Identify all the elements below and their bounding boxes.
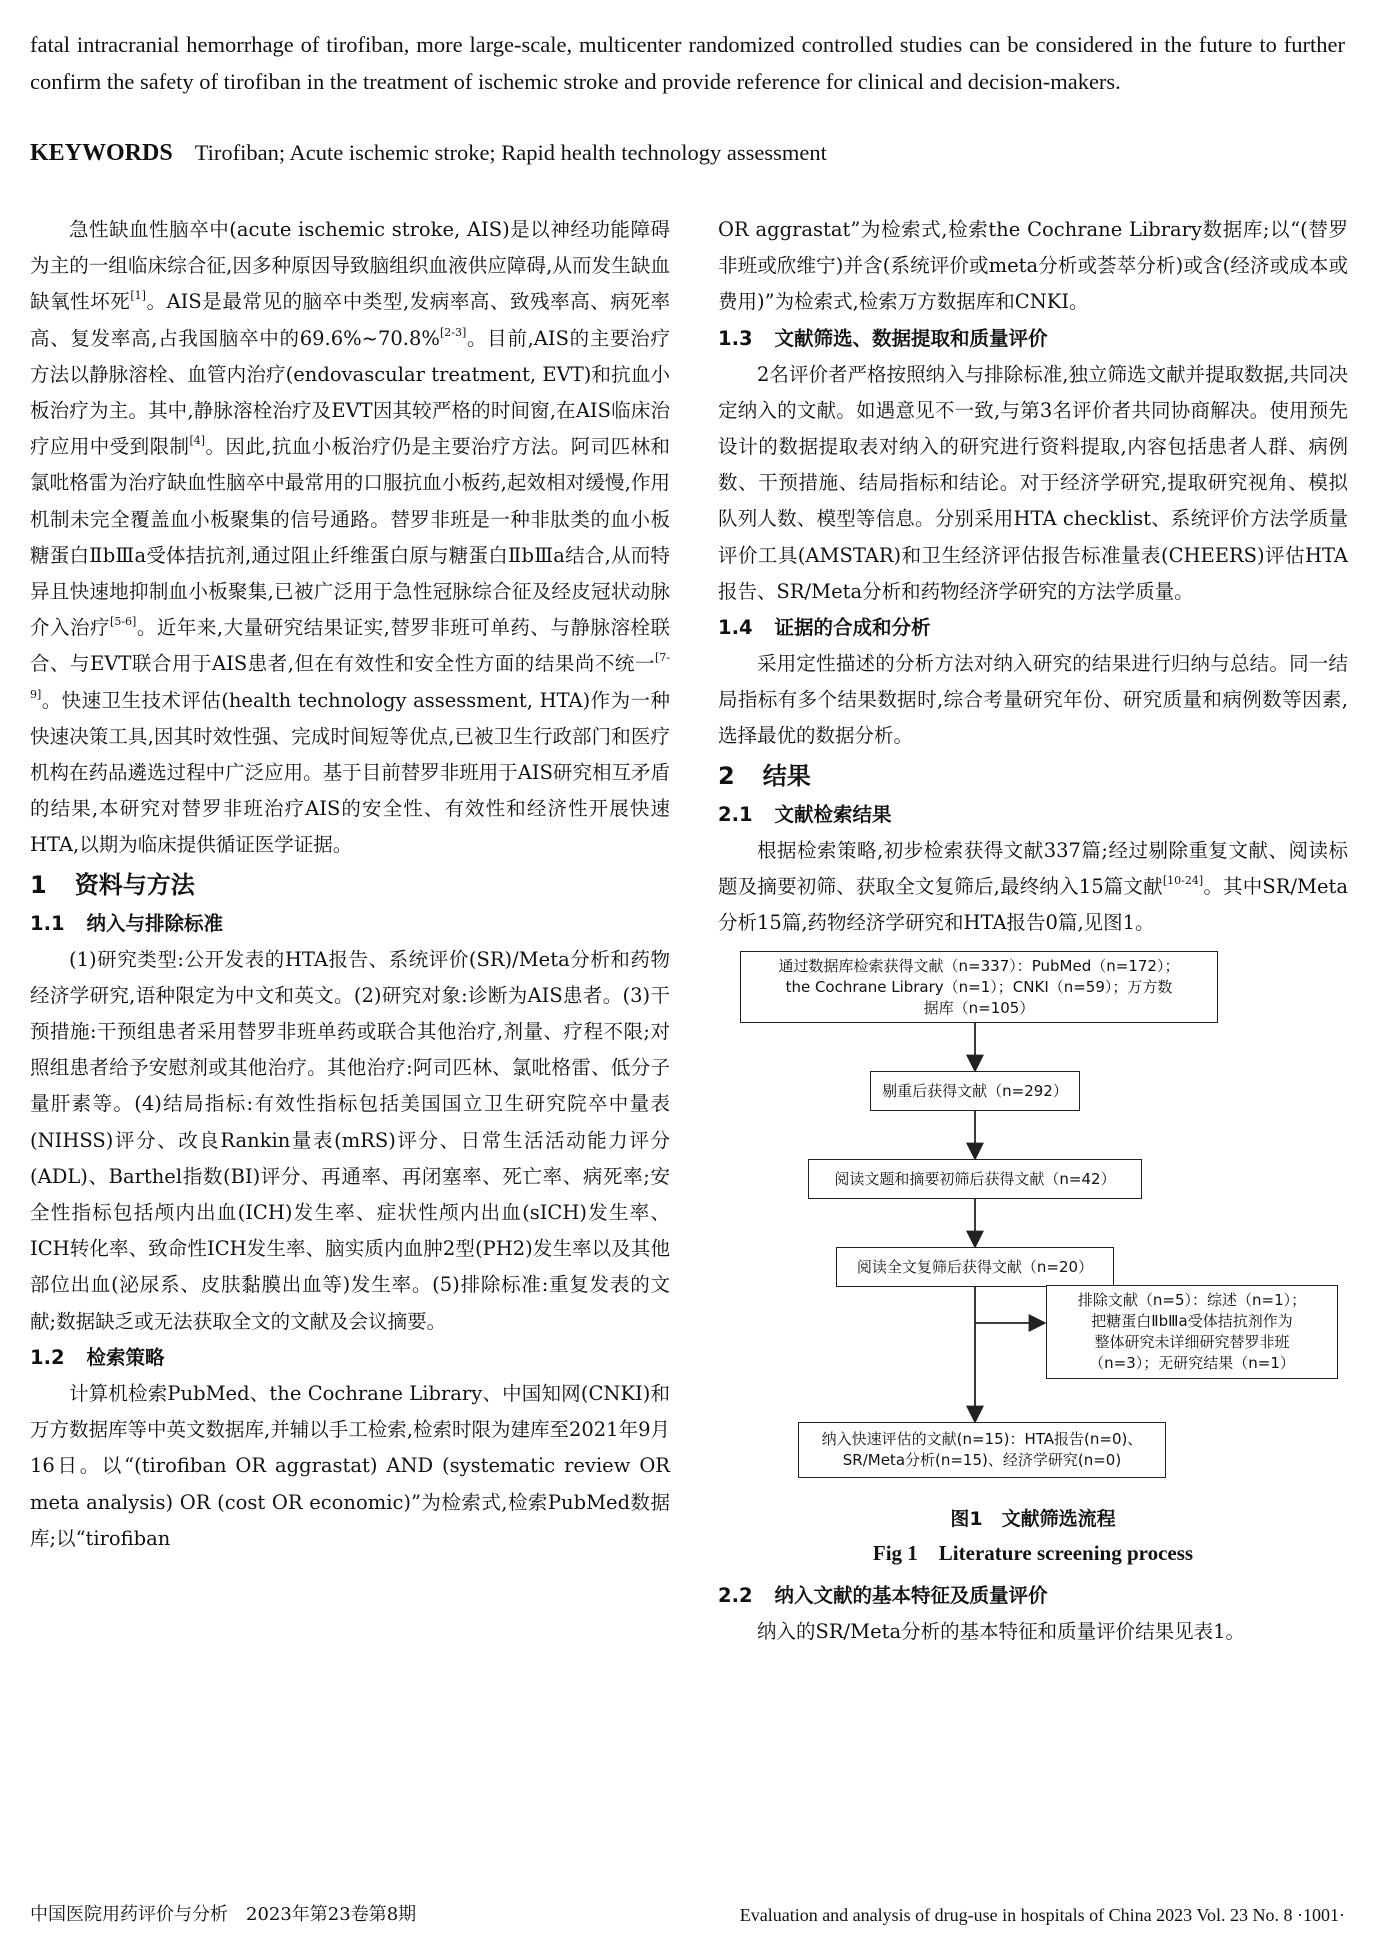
section-heading-2: 2 结果: [718, 761, 811, 790]
section-heading-2-1: 2.1 文献检索结果: [718, 802, 892, 826]
flowchart-figure: [718, 945, 1348, 1500]
flow-box-deduplicated: 剔重后获得文献（n=292）: [870, 1071, 1080, 1111]
journal-name-en: Evaluation and analysis of drug-use in hospitals of China 2023 Vol. 23 No. 8 ·1001·: [739, 1905, 1345, 1925]
figure-caption-en: Fig 1 Literature screening process: [872, 1541, 1194, 1566]
section-heading-1-3: 1.3 文献筛选、数据提取和质量评价: [718, 326, 1048, 350]
citation: [7-9]: [30, 651, 670, 701]
flow-box-excluded: 排除文献（n=5）：综述（n=1）； 把糖蛋白ⅡbⅢa受体拮抗剂作为 整体研究未详细研究替罗非班 （n=3）；无研究结果（n=1）: [1046, 1285, 1338, 1379]
section-2-2-text: 纳入的SR/Meta分析的基本特征和质量评价结果见表1。: [757, 1620, 1245, 1644]
keywords-line: [30, 134, 1345, 172]
section-1-2-continued: OR aggrastat”为检索式,检索the Cochrane Library数据库;以“(替罗非班或欣维宁)并含(系统评价或meta分析或荟萃分析)或含(经济或成本或费用)”为检索式,检索万方数据库和CNKI。: [718, 218, 1348, 314]
section-1-2-text: 计算机检索PubMed、the Cochrane Library、中国知网(CNKI)和万方数据库等中英文数据库,并辅以手工检索,检索时限为建库至2021年9月16日。以“(tirofiban OR aggrastat) AND (systematic review OR meta analysis) OR (cost OR economic)”为检索式,检索PubMed数据库;以“tirofiban: [30, 1381, 670, 1550]
abstract-tail: fatal intracranial hemorrhage of tirofiban, more large-scale, multicenter randomized controlled studies can be considered in the future to further confirm the safety of tirofiban in the treatment of ischemic stroke and provide reference for clinical and decision-makers.: [30, 32, 1345, 94]
citation: [10-24]: [1162, 873, 1204, 887]
flow-box-title-screening: 阅读文题和摘要初筛后获得文献（n=42）: [808, 1159, 1142, 1199]
citation: [2-3]: [439, 325, 467, 339]
page-footer: [30, 1900, 1345, 1930]
section-1-1-text: (1)研究类型:公开发表的HTA报告、系统评价(SR)/Meta分析和药物经济学研究,语种限定为中文和英文。(2)研究对象:诊断为AIS患者。(3)干预措施:干预组患者采用替罗非班单药或联合其他治疗,剂量、疗程不限;对照组患者给予安慰剂或其他治疗。其他治疗:阿司匹林、氯吡格雷、低分子量肝素等。(4)结局指标:有效性指标包括美国国立卫生研究院卒中量表(NIHSS)评分、改良Rankin量表(mRS)评分、日常生活活动能力评分(ADL)、Barthel指数(BI)评分、再通率、再闭塞率、死亡率、病死率;安全性指标包括颅内出血(ICH)发生率、症状性颅内出血(sICH)发生率、ICH转化率、致命性ICH发生率、脑实质内血肿2型(PH2)发生率以及其他部位出血(泌尿系、皮肤黏膜出血等)发生率。(5)排除标准:重复发表的文献;数据缺乏或无法获取全文的文献及会议摘要。: [30, 947, 670, 1333]
intro-paragraph: 急性缺血性脑卒中(acute ischemic stroke, AIS)是以神经功能障碍为主的一组临床综合征,因多种原因导致脑组织血液供应障碍,从而发生缺血缺氧性坏死[1]。AIS是最常见的脑卒中类型,发病率高、致残率高、病死率高、复发率高,占我国脑卒中的69.6%~70.8%[2-3]。目前,AIS的主要治疗方法以静脉溶栓、血管内治疗(endovascular treatment, EVT)和抗血小板治疗为主。其中,静脉溶栓治疗及EVT因其较严格的时间窗,在AIS临床治疗应用中受到限制[4]。因此,抗血小板治疗仍是主要治疗方法。阿司匹林和氯吡格雷为治疗缺血性脑卒中最常用的口服抗血小板药,起效相对缓慢,作用机制未完全覆盖血小板聚集的信号通路。替罗非班是一种非肽类的血小板糖蛋白ⅡbⅢa受体拮抗剂,通过阻止纤维蛋白原与糖蛋白ⅡbⅢa结合,从而特异且快速地抑制血小板聚集,已被广泛用于急性冠脉综合征及经皮冠状动脉介入治疗[5-6]。近年来,大量研究结果证实,替罗非班可单药、与静脉溶栓联合、与EVT联合用于AIS患者,但在有效性和安全性方面的结果尚不统一[7-9]。快速卫生技术评估(health technology assessment, HTA)作为一种快速决策工具,因其时效性强、完成时间短等优点,已被卫生行政部门和医疗机构在药品遴选过程中广泛应用。基于目前替罗非班用于AIS研究相互矛盾的结果,本研究对替罗非班治疗AIS的安全性、有效性和经济性开展快速HTA,以期为临床提供循证医学证据。: [30, 218, 671, 857]
section-heading-1-4: 1.4 证据的合成和分析: [718, 616, 931, 640]
citation: [4]: [189, 434, 206, 448]
left-column: [30, 212, 670, 1557]
citation: [1]: [130, 289, 146, 303]
flow-box-included: 纳入快速评估的文献(n=15)：HTA报告(n=0)、 SR/Meta分析(n=15)、经济学研究(n=0): [798, 1422, 1166, 1478]
section-heading-2-2: 2.2 纳入文献的基本特征及质量评价: [718, 1584, 1048, 1608]
journal-name-cn: 中国医院用药评价与分析 2023年第23卷第8期: [30, 1904, 417, 1925]
section-heading-1: 1 资料与方法: [30, 870, 195, 899]
flow-box-identified: 通过数据库检索获得文献（n=337）：PubMed（n=172）； the Cochrane Library（n=1）；CNKI（n=59）；万方数 据库（n=105）: [740, 951, 1218, 1023]
flowchart-arrows: [718, 945, 1348, 1500]
keywords-text: Tirofiban; Acute ischemic stroke; Rapid health technology assessment: [194, 140, 827, 165]
keywords-label: KEYWORDS: [30, 140, 173, 166]
section-2-1-text: 根据检索策略,初步检索获得文献337篇;经过剔除重复文献、阅读标题及摘要初筛、获取全文复筛后,最终纳入15篇文献[10-24]。其中SR/Meta分析15篇,药物经济学研究和HTA报告0篇,见图1。: [718, 838, 1348, 935]
figure-caption-cn: 图1 文献筛选流程: [950, 1508, 1116, 1531]
section-heading-1-2: 1.2 检索策略: [30, 1345, 165, 1369]
right-column: [718, 212, 1348, 1650]
citation: [5-6]: [110, 615, 137, 629]
flow-box-fulltext-screening: 阅读全文复筛后获得文献（n=20）: [836, 1247, 1114, 1287]
section-1-4-text: 采用定性描述的分析方法对纳入研究的结果进行归纳与总结。同一结局指标有多个结果数据时,综合考量研究年份、研究质量和病例数等因素,选择最优的数据分析。: [718, 652, 1348, 748]
section-heading-1-1: 1.1 纳入与排除标准: [30, 911, 224, 935]
section-1-3-text: 2名评价者严格按照纳入与排除标准,独立筛选文献并提取数据,共同决定纳入的文献。如遇意见不一致,与第3名评价者共同协商解决。使用预先设计的数据提取表对纳入的研究进行资料提取,内容包括患者人群、病例数、干预措施、结局指标和结论。对于经济学研究,提取研究视角、模拟队列人数、模型等信息。分别采用HTA checklist、系统评价方法学质量评价工具(AMSTAR)和卫生经济评估报告标准量表(CHEERS)评估HTA报告、SR/Meta分析和药物经济学研究的方法学质量。: [718, 362, 1348, 603]
